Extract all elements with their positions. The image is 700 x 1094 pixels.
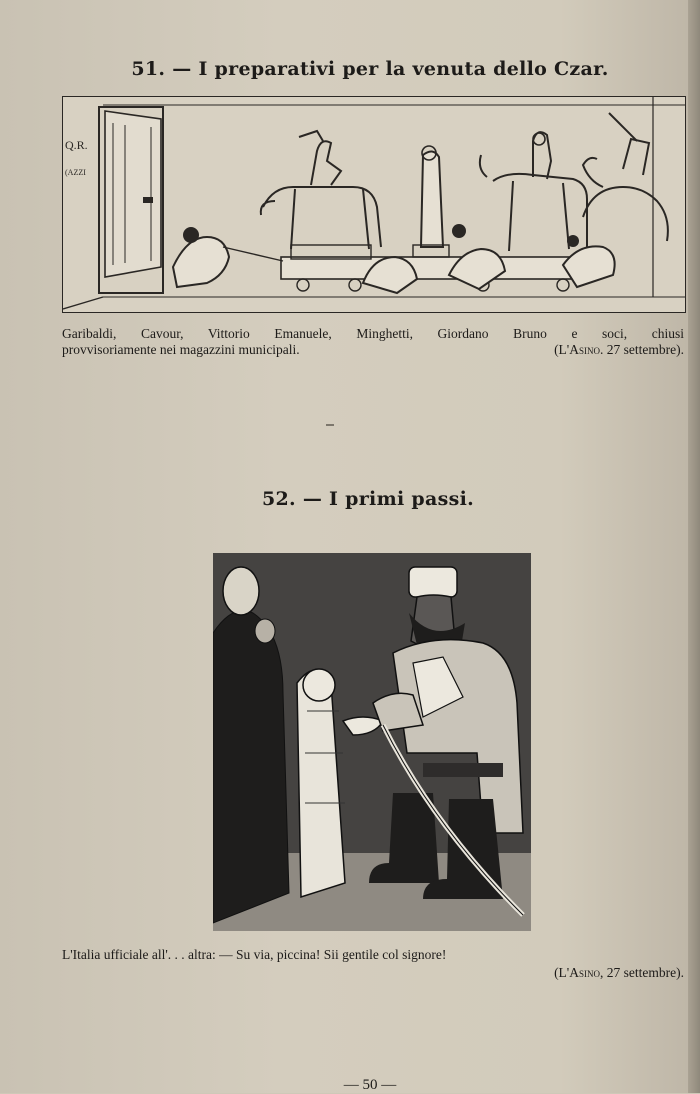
cartoon-51-caption [62, 326, 684, 358]
cartoon-51-source: (L'Asino. 27 settembre). [554, 342, 684, 357]
cartoon-52-caption-line-1: L'Italia ufficiale all'. . . altra: — Su via, piccina! Sii gentile col signore! [62, 947, 447, 962]
page-number: — 50 — [343, 1077, 397, 1093]
door-sign-text-2: (AZZI [65, 168, 86, 177]
book-spine-shadow [688, 0, 700, 1093]
cartoon-52-title: 52. — I primi passi. [261, 488, 475, 510]
door-sign-text-1: Q.R. [65, 138, 88, 152]
cartoon-51-title: 51. — I preparativi per la venuta dello Czar. [131, 58, 609, 80]
cartoon-51-source-name: Asino [569, 342, 601, 357]
cartoon-52-illustration [213, 553, 531, 931]
cartoon-51-caption-line-2: provvisoriamente nei magazzini municipali. [62, 342, 300, 357]
cartoon-51-illustration [62, 96, 686, 313]
cartoon-52-caption [62, 946, 684, 982]
cartoon-52-source-name: Asino [569, 965, 601, 980]
cartoon-52-source: (L'Asino, 27 settembre). [554, 965, 684, 980]
page-mark [326, 424, 334, 426]
cartoon-51-caption-line-1: Garibaldi, Cavour, Vittorio Emanuele, Minghetti, Giordano Bruno e soci, chiusi [62, 326, 684, 341]
